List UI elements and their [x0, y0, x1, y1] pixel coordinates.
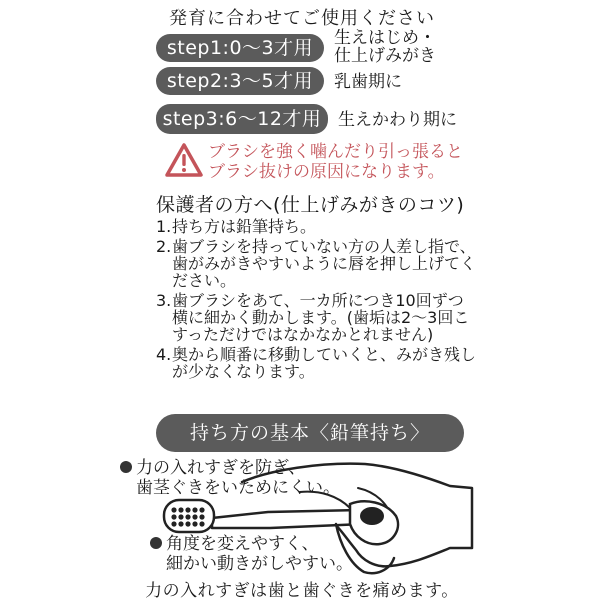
list-item-text: 歯ブラシをあて、一カ所につき10回ずつ横に細かく動かします。(歯垢は2〜3回こすっただけではなかなかとれません) [172, 291, 470, 344]
list-item [156, 218, 476, 235]
bullet-icon [120, 461, 132, 473]
step3-desc: 生えかわり期に [338, 110, 457, 130]
warning-triangle-icon [164, 142, 204, 178]
step2-desc: 乳歯期に [334, 72, 402, 92]
step1-pill: step1:0〜3才用 [156, 34, 324, 62]
note1-line1: 力の入れすぎを防ぎ、 [120, 458, 305, 478]
list-item [156, 292, 476, 343]
list-item [156, 238, 476, 289]
warning-line1: ブラシを強く噛んだり引っ張ると [208, 142, 463, 162]
list-item-number: 1. [156, 217, 172, 236]
note1-line2: 歯茎ぐきをいためにくい。 [136, 478, 340, 498]
tips-list [156, 218, 476, 383]
step2-pill: step2:3〜5才用 [156, 67, 324, 95]
step3-pill: step3:6〜12才用 [156, 104, 328, 134]
list-item-number: 3. [156, 291, 172, 310]
list-item-text: 持ち方は鉛筆持ち。 [172, 217, 317, 236]
bullet-icon [150, 537, 162, 549]
list-item [156, 346, 476, 380]
note2-line1: 角度を変えやすく、 [150, 534, 319, 554]
list-item-number: 4. [156, 345, 172, 364]
bottom-caption: 力の入れすぎは歯と歯ぐきを痛めます。 [145, 581, 459, 601]
list-item-number: 2. [156, 237, 172, 256]
holding-banner: 持ち方の基本〈鉛筆持ち〉 [156, 414, 464, 452]
warning-line2: ブラシ抜けの原因になります。 [208, 162, 445, 182]
note2-line2: 細かい動きがしやすい。 [166, 554, 353, 574]
list-item-text: 奥から順番に移動していくと、みがき残しが少なくなります。 [172, 345, 477, 381]
step1-desc-line1: 生えはじめ・ [334, 28, 436, 48]
list-item-text: 歯ブラシを持っていない方の人差し指で、歯がみがきやすいように唇を押し上げてください。 [172, 237, 477, 290]
step1-desc-line2: 仕上げみがき [334, 46, 436, 66]
guardian-title: 保護者の方へ(仕上げみがきのコツ) [156, 194, 465, 216]
page-title: 発育に合わせてご使用ください [169, 8, 435, 29]
